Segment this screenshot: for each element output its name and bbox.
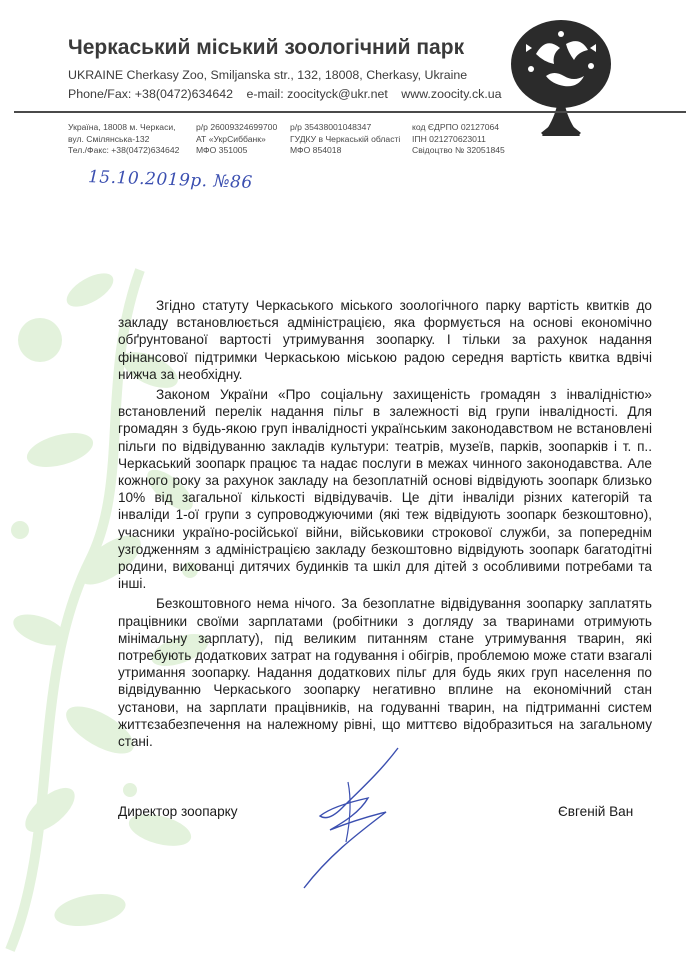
- body-paragraph: Згідно статуту Черкаського міського зоологічного парку вартість квитків до закладу встановлюється адміністрацією, яка формується на основі економічно обґрунтованої вартості утримування зоопарку. І тільки за рахунок надання фінансової підтримки Черкаською міською радою середня вартість квитка вдвічі нижча за необхідну.: [118, 298, 652, 382]
- req-line: Свідоцтво № 32051845: [412, 145, 505, 156]
- body-paragraph: Безкоштовного нема нічого. За безоплатне відвідування зоопарку заплатять працівники своїми зарплатами (робітники з догляду за тваринами отримують мінімальну зарплату), під великим питанням стане утримування тварин, які потребують додаткових затрат на годування і обігрів, проблемою може стати взагалі утримання зоопарку. Надання додаткових пільг для будь яких груп населення по відвідуванню Черкаського зоопарку негативно вплине на економічний стан установи, на зарплати працівників, на годуванні тварин, на підтриманні систем життєзабезпечення на належному рівні, що миттєво відобразиться на загальному стані.: [118, 596, 653, 750]
- req-line: Україна, 18008 м. Черкаси,: [68, 122, 176, 132]
- requisites-codes: [412, 122, 505, 157]
- requisites-bank-1: [196, 122, 277, 157]
- organization-contacts: [68, 87, 512, 101]
- handwritten-date-number: 15.10.2019р. №86: [87, 167, 254, 193]
- req-line: ГУДКУ в Черкаській області: [290, 133, 401, 144]
- header-divider: [14, 111, 686, 113]
- signatory-role: Директор зоопарку: [118, 804, 238, 819]
- zoo-tree-logo-icon: [506, 14, 616, 144]
- req-line: р/р 26009324699700: [196, 122, 278, 132]
- website-address: www.zoocity.ck.ua: [401, 87, 502, 101]
- req-line: АТ «УкрСиббанк»: [196, 133, 266, 144]
- body-paragraph: Законом України «Про соціальну захищеність громадян з інвалідністю» встановлений перелік надання пільг в залежності від групи інвалідності. Для громадян з будь-якою груп інвалідності українським законодавством не встановлені пільги по відвідуванню закладів культури: театрів, музеїв, парків, зоопарків і т. п.. Черкаський зоопарк працює та надає послуги в межах чинного законодавства. Але кожного року за рахунок закладу на безоплатній основі відвідують зоопарк близько 10% від загальної кількості відвідувачів. Це діти інваліди різних категорій та інваліди 1-ої групи з супроводжуючими (які теж відвідують зоопарк безкоштовно), учасники україно-російської війни, військовики строкової служби, за попереднім узгодженням з адміністрацією закладу безкоштовно відвідують зоопарк багатодітні родини, вихованці дитячих будинків та шкіл для дітей з особливими потребами та інші.: [118, 387, 652, 592]
- handwritten-signature: [290, 742, 420, 892]
- organization-address: UKRAINE Cherkasy Zoo, Smiljanska str., 132, 18008, Cherkasy, Ukraine: [68, 68, 468, 82]
- req-line: ІПН 021270623011: [412, 133, 486, 144]
- letter-body: [118, 297, 652, 753]
- req-line: Тел./Факс: +38(0472)634642: [68, 145, 180, 156]
- phone-fax: Phone/Fax: +38(0472)634642: [68, 87, 233, 101]
- req-line: р/р 35438001048347: [290, 122, 372, 132]
- req-line: МФО 351005: [196, 145, 248, 156]
- req-line: вул. Смілянська-132: [68, 133, 150, 144]
- req-line: МФО 854018: [290, 145, 342, 156]
- organization-title: Черкаський міський зоологічний парк: [68, 36, 465, 59]
- requisites-bank-2: [290, 122, 400, 157]
- requisites-address: [68, 122, 179, 157]
- email-address: e-mail: zoocityck@ukr.net: [246, 87, 388, 101]
- req-line: код ЄДРПО 02127064: [412, 122, 500, 132]
- signatory-name: Євгеній Ван: [558, 804, 634, 819]
